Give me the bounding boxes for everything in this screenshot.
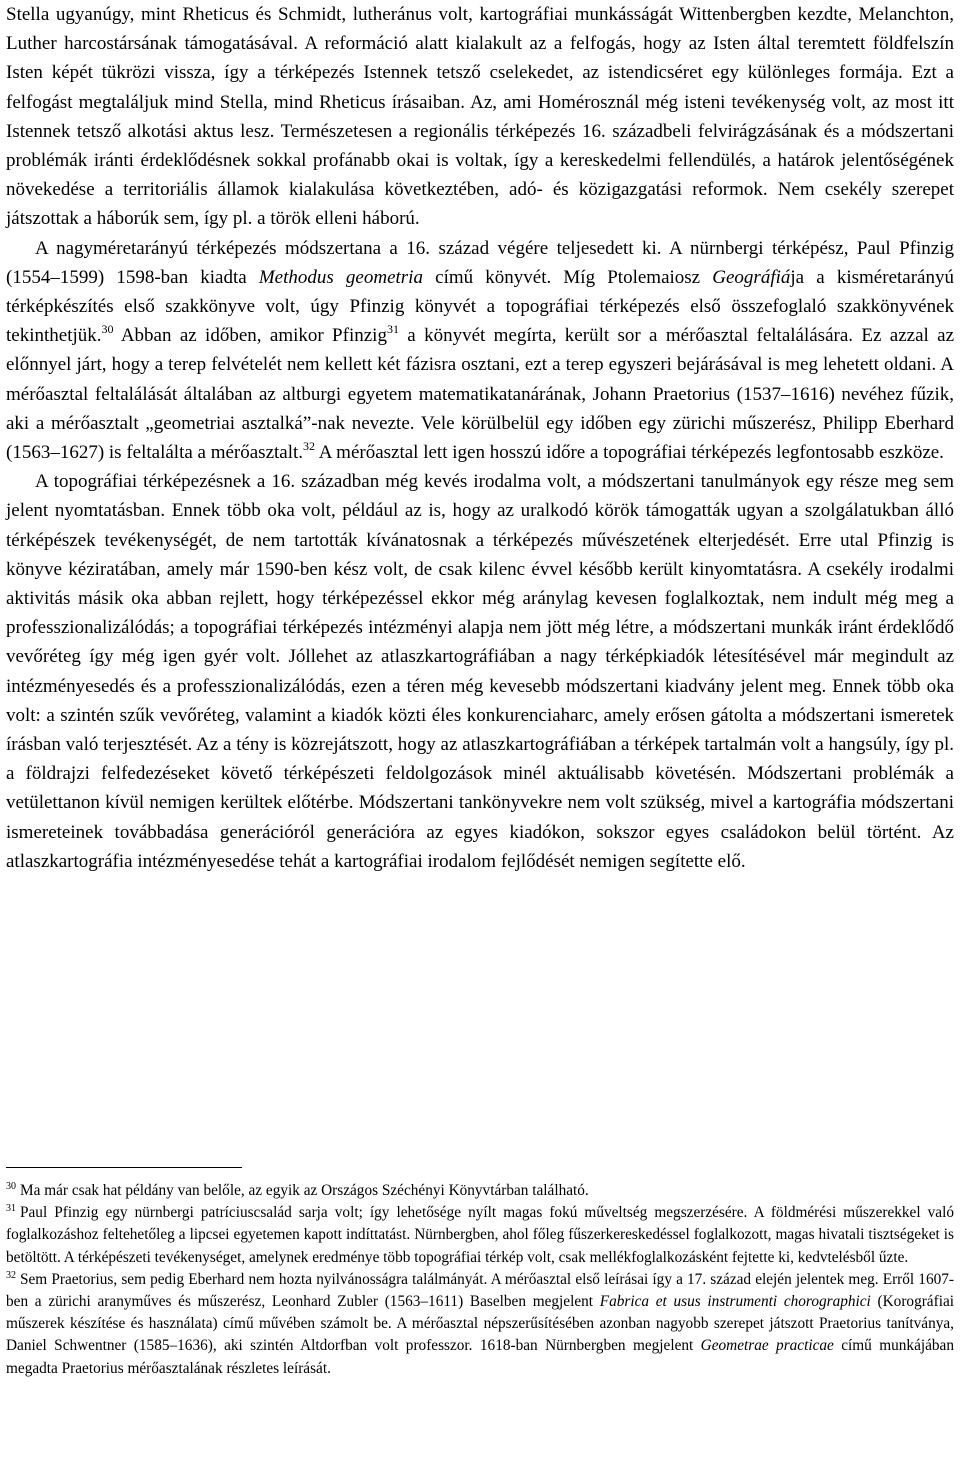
footnote-31 xyxy=(6,1202,954,1269)
paragraph-2-text: Abban az időben, amikor Pfinzig xyxy=(113,325,387,347)
book-title-methodus: Methodus geometria xyxy=(258,266,423,288)
footnote-ref-31[interactable]: 31 xyxy=(386,321,399,336)
footnote-number: 32 xyxy=(6,1269,16,1281)
document-page xyxy=(6,0,955,1377)
paragraph-3 xyxy=(6,467,954,876)
paragraph-2-text: A nagyméretarányú térképezés módszertana a 16. század végére teljesedett ki. A nürnbergi térképész, Paul Pfinzig (1554–1599) 1598-ban kiadta xyxy=(6,237,954,288)
footnote-32 xyxy=(6,1269,954,1380)
footnotes xyxy=(6,1180,954,1380)
book-title-geografia: Geográfiá xyxy=(712,266,791,288)
footnote-text: Sem Praetorius, sem pedig Eberhard nem hozta nyilvánosságra találmányát. A mérőasztal első leírásai így a 17. század elején jelentek meg. Erről 1607-ben a zürichi aranyműves és műszerész, Leonhard Zubler (1563–1611) Baselben megjelent xyxy=(6,1270,954,1311)
footnote-text: című munkájában megadta Praetorius mérőasztalának részletes leírását. xyxy=(6,1337,954,1377)
paragraph-3-text: A topográfiai térképezésnek a 16. században még kevés irodalma volt, a módszertani tanulmányok egy része meg sem jelent nyomtatásban. Ennek több oka volt, például az is, hogy az uralkodó körök támogatták ugyan a szolgálatukban álló térképészek tevékenységét, de nem tartották kívánatosnak a térképezés művészetének elterjedését. Erre utal Pfinzig is könyve kéziratában, amely már 1590-ben kész volt, de csak kilenc évvel később került kinyomtatásra. A csekély irodalmi aktivitás másik oka abban rejlett, hogy térképezéssel ekkor még aránylag kevesen foglalkoztak, nem indult még meg a professzionalizálódás; a topográfiai térképezés intézményi alapja nem jött még létre, a módszertani munkák iránt érdeklődő vevőréteg így még igen gyér volt. Jóllehet az atlaszkartográfiában a nagy térképkiadók létesítésével már megindult az intézményesedés és a professzionalizálódás, ezen a téren még kevesebb módszertani kiadvány jelent meg. Ennek több oka volt: a szintén szűk vevőréteg, valamint a kiadók közti éles konkurenciaharc, amely erősen gátolta a módszertani ismeretek írásban való terjesztését. Az a tény is közrejátszott, hogy az atlaszkartográfiában a térképek tartalmán volt a hangsúly, így pl. a földrajzi felfedezéseket követő térképészeti feldolgozások minél aktuálisabb követésén. Módszertani problémák a vetülettanon kívül nemigen kerültek előtérbe. Módszertani tankönyvekre nem volt szükség, mivel a kartográfia módszertani ismereteinek továbbadása generációról generációra az egyes kiadókon, sokszor egyes családokon belül történt. Az atlaszkartográfia intézményesedése tehát a kartográfiai irodalom fejlődését nemigen segítette elő. xyxy=(6,471,954,872)
main-text xyxy=(6,0,954,876)
footnote-text: Paul Pfinzig egy nürnbergi patríciuscsalád sarja volt; így lehetősége nyílt magas fokú műveltség megszerzésére. A földmérési műszerekkel való foglalkozáshoz feltehetőleg a lipcsei egyetemen kapott indíttatást. Nürnbergben, ahol főleg fűszerkereskedéssel foglalkozott, magas hivatali tisztségeket is betöltött. A térképészeti tevékenységet, amelynek eredménye több topográfiai térkép volt, csak mellékfoglalkozásként fejtette ki, kedvtelésből űzte. xyxy=(6,1204,954,1266)
paragraph-1 xyxy=(6,0,954,234)
paragraph-2-text: ja a kisméretarányú térképkészítés első szakkönyve volt, úgy Pfinzig könyvét a topográfiai térképezés első összefoglaló szakkönyvének tekinthetjük. xyxy=(6,266,954,347)
footnote-separator xyxy=(6,1167,242,1168)
paragraph-2-text: A mérőasztal lett igen hosszú időre a topográfiai térképezés legfontosabb eszköze. xyxy=(315,442,944,464)
book-title-fabrica: Fabrica et usus instrumenti chorographici xyxy=(599,1293,871,1311)
paragraph-2-text: a könyvét megírta, került sor a mérőasztal feltalálására. Ez azzal az előnnyel járt, hogy a terep felvételét nem kellett két fázisra osztani, ezt a terep egyszeri bejárásával is meg lehetett oldani. A mérőasztal feltalálását általában az altburgi egyetem matematikatanárának, Johann Praetorius (1537–1616) nevéhez fűzik, aki a mérőasztalt „geometriai asztalká”-nak nevezte. Vele körülbelül egy időben egy zürichi műszerész, Philipp Eberhard (1563–1627) is feltalálta a mérőasztalt. xyxy=(6,325,955,464)
footnote-text: Ma már csak hat példány van belőle, az egyik az Országos Széchényi Könyvtárban található. xyxy=(20,1182,589,1199)
footnote-ref-32[interactable]: 32 xyxy=(303,438,316,453)
footnote-text: (Korográfiai műszerek készítése és használata) című művében számolt be. A mérőasztal népszerűsítésében azonban nagyobb szerepet játszott Praetorius tanítványa, Daniel Schwentner (1585–1636), aki szintén Altdorfban volt professzor. 1618-ban Nürnbergben megjelent xyxy=(6,1293,954,1355)
footnote-number: 30 xyxy=(6,1180,16,1192)
footnote-30 xyxy=(6,1180,954,1202)
footnote-ref-30[interactable]: 30 xyxy=(101,321,114,336)
footnote-number: 31 xyxy=(6,1203,16,1215)
paragraph-2-text: című könyvét. Míg Ptolemaiosz xyxy=(422,266,713,288)
book-title-geometrae: Geometrae practicae xyxy=(700,1337,834,1355)
paragraph-2 xyxy=(6,234,954,468)
paragraph-1-text: Stella ugyanúgy, mint Rheticus és Schmidt, lutheránus volt, kartográfiai munkásságát Wittenbergben kezdte, Melanchton, Luther harcostársának támogatásával. A reformáció alatt kialakult az a felfogás, hogy az Isten által teremtett földfelszín Isten képét tükrözi vissza, így a térképezés Istennek tetsző cselekedet, az istendicséret egy különleges formája. Ezt a felfogást megtaláljuk mind Stella, mind Rheticus írásaiban. Az, ami Homérosznál még isteni tevékenység volt, az most itt Istennek tetsző alkotási aktus lesz. Természetesen a regionális térképezés 16. századbeli felvirágzásának és a módszertani problémák iránti érdeklődésnek sokkal profánabb okai is voltak, így a kereskedelmi fellendülés, a határok jelentőségének növekedése a territoriális államok kialakulása következtében, adó- és közigazgatási reformok. Nem csekély szerepet játszottak a háborúk sem, így pl. a török elleni háború. xyxy=(6,4,954,230)
